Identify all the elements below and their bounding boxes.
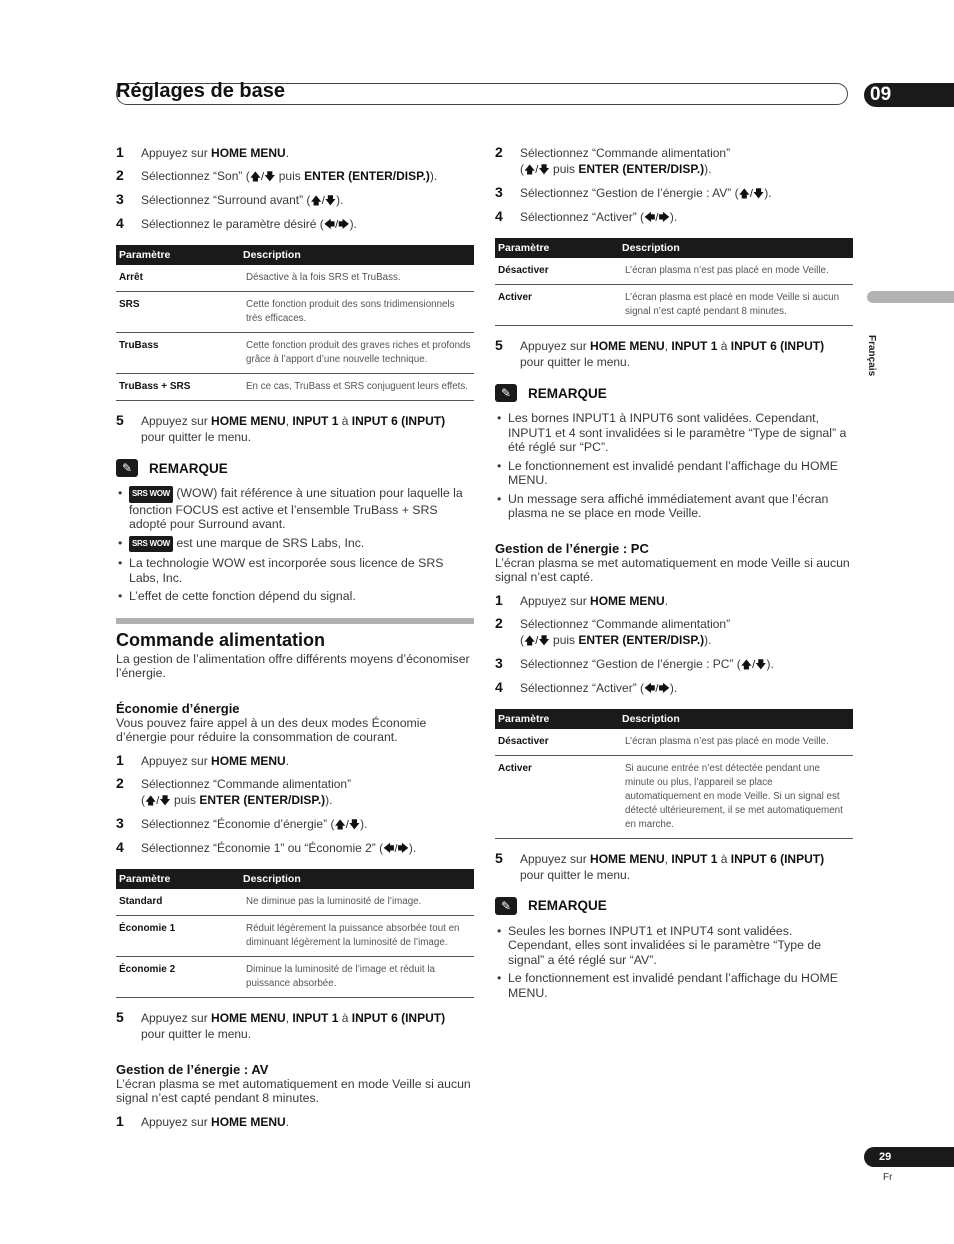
table-row: Activer L’écran plasma est placé en mode Veille si aucun signal n’est capté pendant 8 minutes.	[495, 285, 853, 326]
page-number: 29	[864, 1147, 954, 1167]
list-item: • Un message sera affiché immédiatement avant que l’écran plasma ne se place en mode Veille.	[497, 492, 853, 521]
step: 4 Sélectionnez “Activer” (🡄/🡆).	[495, 678, 678, 695]
remark-list	[495, 924, 853, 1001]
pencil-note-icon: ✎	[495, 384, 517, 402]
table-row: TruBass Cette fonction produit des graves riches et profonds grâce à l’apport d’une nouvelle technique.	[116, 333, 474, 374]
remark-heading: ✎ REMARQUE	[495, 384, 853, 402]
up-down-arrows-icon: 🡅/🡇	[524, 164, 550, 176]
parameter-table-pc: Paramètre Description Désactiver L’écran plasma n’est pas placé en mode Veille. Activer Si aucune entrée n’est détectée pendant une minute ou plus, l’appareil se place automatiquement en mode Veille. Si un signal est détecté ultérieurement, il se met automatiquement en marche.	[495, 709, 853, 839]
up-down-arrows-icon: 🡅/🡇	[740, 658, 767, 671]
remark-list	[495, 411, 853, 521]
table-row: TruBass + SRS En ce cas, TruBass et SRS conjuguent leurs effets.	[116, 374, 474, 401]
step: 5 Appuyez sur HOME MENU, INPUT 1 à INPUT 6 (INPUT) pour quitter le menu.	[116, 1008, 446, 1041]
step: 5 Appuyez sur HOME MENU, INPUT 1 à INPUT 6 (INPUT) pour quitter le menu.	[116, 412, 446, 444]
step: 1 Appuyez sur HOME MENU.	[116, 1112, 290, 1129]
left-right-arrows-icon: 🡄/🡆	[644, 682, 670, 695]
list-item: • Le fonctionnement est invalidé pendant l’affichage du HOME MENU.	[497, 971, 853, 1000]
remark-list	[116, 486, 474, 604]
list-item: • Le fonctionnement est invalidé pendant l’affichage du HOME MENU.	[497, 459, 853, 488]
left-right-arrows-icon: 🡄/🡆	[644, 212, 670, 224]
step: 4 Sélectionnez le paramètre désiré (🡄/🡆).	[116, 215, 357, 231]
step: 3 Sélectionnez “Gestion de l’énergie : PC” (🡅/🡇).	[495, 654, 774, 671]
language-tab	[867, 291, 954, 303]
table-row: Économie 2 Diminue la luminosité de l’image et réduit la puissance absorbée.	[116, 956, 474, 997]
table-row: Désactiver L’écran plasma n’est pas placé en mode Veille.	[495, 729, 853, 756]
table-row: Activer Si aucune entrée n’est détectée pendant une minute ou plus, l’appareil se place automatiquement en mode Veille. Si un signal est détecté ultérieurement, il se met automatiquement en marche.	[495, 755, 853, 838]
subsection-intro: Vous pouvez faire appel à un des deux modes Économie d’énergie pour réduire la consommation de courant.	[116, 715, 427, 744]
left-column	[116, 145, 474, 1137]
step: 3 Sélectionnez “Surround avant” (🡅/🡇).	[116, 191, 344, 207]
step: 1 Appuyez sur HOME MENU.	[116, 144, 290, 160]
parameter-table-surround: Paramètre Description Arrêt Désactive à la fois SRS et TruBass. SRS Cette fonction produit des sons tridimensionnels très efficaces. TruBass Cette fonction produit des graves riches et profonds grâce à l’apport d’une nouvelle technique. TruBass + SRS En ce cas, TruBass et SRS conjuguent leurs effets.	[116, 245, 474, 401]
table-row: Standard Ne diminue pas la luminosité de l’image.	[116, 889, 474, 916]
list-item: • La technologie WOW est incorporée sous licence de SRS Labs, Inc.	[118, 556, 474, 585]
subsection-title: Gestion de l’énergie : PC	[495, 540, 649, 556]
section-title: Commande alimentation	[116, 629, 326, 650]
table-row: SRS Cette fonction produit des sons tridimensionnels très efficaces.	[116, 292, 474, 333]
chapter-tab: 09	[864, 83, 954, 107]
parameter-table-av: Paramètre Description Désactiver L’écran plasma n’est pas placé en mode Veille. Activer L’écran plasma est placé en mode Veille si aucun signal n’est capté pendant 8 minutes.	[495, 238, 853, 326]
pencil-note-icon: ✎	[116, 459, 138, 477]
step: 4 Sélectionnez “Activer” (🡄/🡆).	[495, 208, 678, 224]
up-down-arrows-icon: 🡅/🡇	[249, 171, 276, 183]
remark-heading: ✎ REMARQUE	[495, 897, 853, 915]
page-language-code: Fr	[883, 1172, 893, 1183]
step: 5 Appuyez sur HOME MENU, INPUT 1 à INPUT 6 (INPUT) pour quitter le menu.	[495, 337, 825, 369]
left-right-arrows-icon: 🡄/🡆	[323, 219, 350, 231]
up-down-arrows-icon: 🡅/🡇	[334, 818, 361, 831]
subsection-intro: L’écran plasma se met automatiquement en mode Veille si aucun signal n’est capté pendant 8 minutes.	[116, 1076, 471, 1105]
step: 2 Sélectionnez “Commande alimentation” (🡅/🡇 puis ENTER (ENTER/DISP.)).	[116, 774, 352, 807]
subsection-title: Économie d’énergie	[116, 700, 240, 716]
left-right-arrows-icon: 🡄/🡆	[383, 842, 409, 855]
up-down-arrows-icon: 🡅/🡇	[524, 634, 550, 647]
list-item: • Les bornes INPUT1 à INPUT6 sont validées. Cependant, INPUT1 et 4 sont invalidées si le paramètre “Type de signal” a été réglé sur “PC”.	[497, 411, 853, 455]
parameter-table-economy: Paramètre Description Standard Ne diminue pas la luminosité de l’image. Économie 1 Réduit légèrement la puissance absorbée tout en diminuant légèrement la luminosité de l’image. Économie 2 Diminue la luminosité de l’image et réduit la puissance absorbée.	[116, 869, 474, 998]
step: 2 Sélectionnez “Commande alimentation” (🡅/🡇 puis ENTER (ENTER/DISP.)).	[495, 614, 731, 647]
step: 3 Sélectionnez “Gestion de l’énergie : AV” (🡅/🡇).	[495, 184, 772, 200]
step: 2 Sélectionnez “Son” (🡅/🡇 puis ENTER (ENTER/DISP.)).	[116, 167, 438, 183]
srs-wow-logo: SRS WOW	[129, 486, 173, 503]
srs-wow-logo: SRS WOW	[129, 536, 173, 553]
table-row: Arrêt Désactive à la fois SRS et TruBass.	[116, 265, 474, 292]
list-item: • L’effet de cette fonction dépend du signal.	[118, 589, 474, 604]
step: 1 Appuyez sur HOME MENU.	[116, 751, 290, 768]
step: 5 Appuyez sur HOME MENU, INPUT 1 à INPUT 6 (INPUT) pour quitter le menu.	[495, 849, 825, 882]
step: 3 Sélectionnez “Économie d’énergie” (🡅/🡇).	[116, 814, 368, 831]
list-item: • SRS WOW est une marque de SRS Labs, Inc.	[118, 536, 474, 553]
section-divider	[116, 618, 474, 624]
pencil-note-icon: ✎	[495, 897, 517, 915]
step: 4 Sélectionnez “Économie 1” ou “Économie 2” (🡄/🡆).	[116, 838, 417, 855]
table-row: Désactiver L’écran plasma n’est pas placé en mode Veille.	[495, 258, 853, 285]
subsection-title: Gestion de l’énergie : AV	[116, 1061, 269, 1077]
list-item: • Seules les bornes INPUT1 et INPUT4 sont validées. Cependant, elles sont invalidées si le paramètre “Type de signal” a été réglé sur “AV”.	[497, 924, 853, 968]
remark-heading: ✎ REMARQUE	[116, 459, 474, 477]
step: 1 Appuyez sur HOME MENU.	[495, 591, 669, 608]
language-label: Français	[866, 335, 877, 377]
table-row: Économie 1 Réduit légèrement la puissance absorbée tout en diminuant légèrement la luminosité de l’image.	[116, 915, 474, 956]
step: 2 Sélectionnez “Commande alimentation” (🡅/🡇 puis ENTER (ENTER/DISP.)).	[495, 144, 731, 176]
subsection-intro: L’écran plasma se met automatiquement en mode Veille si aucun signal n’est capté.	[495, 555, 850, 584]
list-item: • SRS WOW (WOW) fait référence à une situation pour laquelle la fonction FOCUS est active et l’ensemble TruBass + SRS adopté pour Surround avant.	[118, 486, 474, 532]
section-intro: La gestion de l’alimentation offre différents moyens d’économiser l’énergie.	[116, 651, 470, 680]
page-title: Réglages de base	[116, 80, 285, 102]
up-down-arrows-icon: 🡅/🡇	[145, 794, 171, 807]
right-column	[495, 145, 853, 1004]
up-down-arrows-icon: 🡅/🡇	[310, 195, 337, 207]
up-down-arrows-icon: 🡅/🡇	[738, 188, 765, 200]
